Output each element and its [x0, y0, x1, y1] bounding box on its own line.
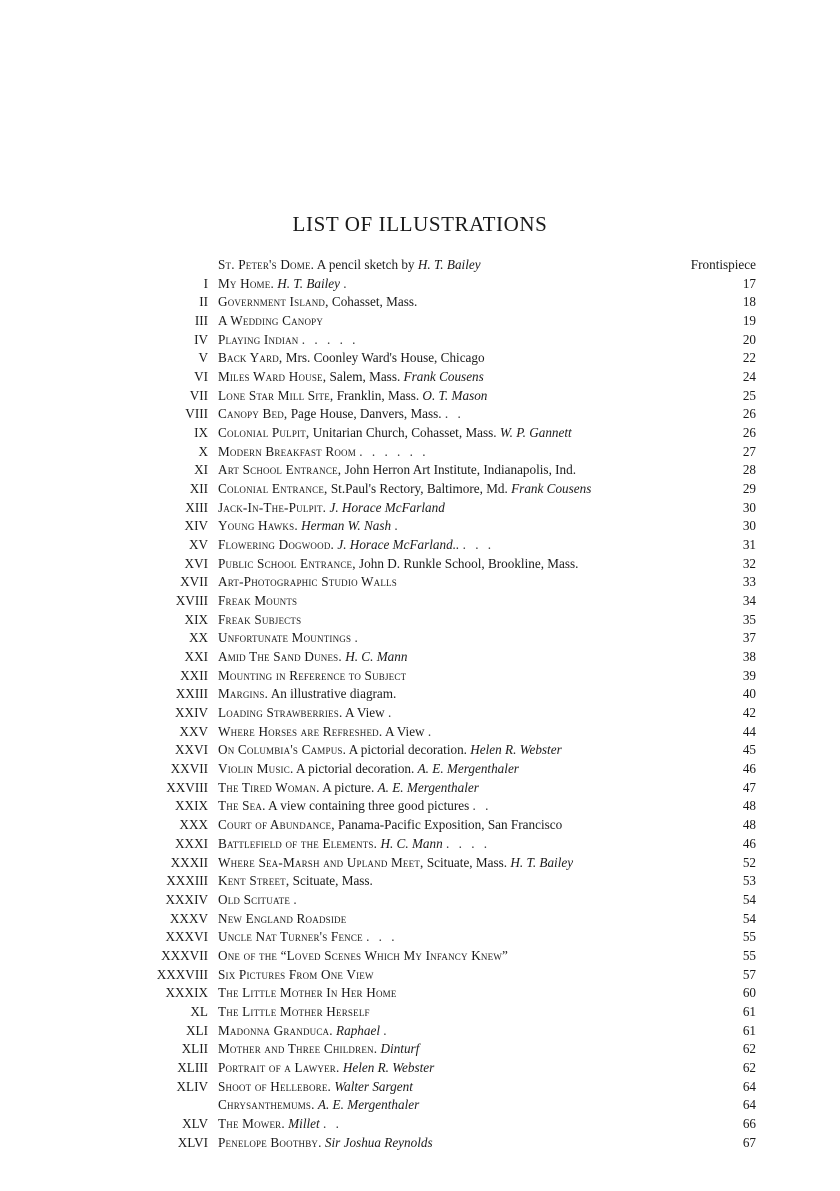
- page-number: 24: [742, 369, 756, 385]
- illustration-description: Franklin, Mass.: [336, 387, 420, 403]
- page-number: 30: [742, 499, 756, 515]
- illustration-entry: [218, 797, 718, 816]
- illustration-entry: [218, 349, 718, 368]
- illustration-author: Raphael: [336, 1022, 380, 1038]
- illustration-author: Herman W. Nash: [301, 518, 392, 534]
- plate-number: IV: [194, 331, 208, 347]
- illustration-title: My Home.: [218, 275, 274, 291]
- illustration-description: An illustrative diagram.: [270, 686, 397, 702]
- illustration-title: Government Island,: [218, 294, 329, 310]
- illustration-entry: [218, 275, 718, 294]
- plate-number: XIII: [185, 499, 208, 515]
- illustration-description: A View: [345, 705, 385, 721]
- illustration-entry: [218, 368, 718, 387]
- list-item: [108, 1022, 756, 1041]
- illustration-entry: [218, 760, 718, 779]
- page-number: 31: [742, 537, 756, 553]
- page-number: 30: [742, 518, 756, 534]
- plate-number: XLIV: [176, 1078, 208, 1094]
- leader-dots: . . . .: [446, 835, 491, 851]
- illustration-description: Panama-Pacific Exposition, San Francisco: [338, 817, 563, 833]
- plate-number: XXXVI: [165, 929, 208, 945]
- illustration-entry: [218, 816, 718, 835]
- page-number: 35: [742, 611, 756, 627]
- illustration-author: A. E. Mergenthaler: [377, 779, 479, 795]
- plate-number: XXII: [180, 667, 208, 683]
- page-number: Frontispiece: [690, 257, 756, 272]
- illustration-title: Colonial Entrance,: [218, 481, 328, 497]
- illustration-title: The Little Mother In Her Home: [218, 985, 397, 1001]
- list-item: [108, 592, 756, 611]
- illustration-entry: [218, 891, 718, 910]
- page-number: 67: [742, 1134, 756, 1150]
- illustration-author: Sir Joshua Reynolds: [324, 1134, 433, 1150]
- page-number: 39: [742, 667, 756, 683]
- illustration-entry: [218, 592, 718, 611]
- page-number: 28: [742, 462, 756, 478]
- illustration-entry: [218, 293, 718, 312]
- illustration-entry: [218, 405, 718, 424]
- plate-number: XXI: [184, 649, 208, 665]
- illustration-entry: [218, 723, 718, 742]
- plate-number: XVI: [184, 555, 208, 571]
- plate-number: X: [198, 443, 208, 459]
- illustration-title: Playing Indian: [218, 331, 299, 347]
- list-item: [108, 480, 756, 499]
- page-number: 54: [742, 891, 756, 907]
- plate-number: XXVII: [170, 761, 208, 777]
- illustration-author: J. Horace McFarland: [329, 499, 445, 515]
- illustration-description: St.Paul's Rectory, Baltimore, Md.: [330, 481, 508, 497]
- illustration-title: Mother and Three Children.: [218, 1041, 378, 1057]
- page-number: 48: [742, 798, 756, 814]
- illustration-title: Miles Ward House,: [218, 369, 327, 385]
- illustrations-list: [108, 256, 756, 1152]
- illustration-description: John D. Runkle School, Brookline, Mass.: [359, 555, 579, 571]
- page-number: 46: [742, 761, 756, 777]
- illustration-description: John Herron Art Institute, Indianapolis, Ind.: [344, 462, 577, 478]
- illustration-title: Public School Entrance,: [218, 555, 356, 571]
- list-item: [108, 723, 756, 742]
- plate-number: XXV: [179, 723, 208, 739]
- illustration-entry: [218, 928, 718, 947]
- plate-number: V: [198, 350, 208, 366]
- illustration-description: A view containing three good pictures: [268, 798, 470, 814]
- list-item: [108, 349, 756, 368]
- illustration-description: A pictorial decoration.: [348, 742, 467, 758]
- list-item: [108, 928, 756, 947]
- illustration-title: Art School Entrance,: [218, 462, 342, 478]
- page-title: LIST OF ILLUSTRATIONS: [292, 212, 548, 236]
- page-number: 26: [742, 406, 756, 422]
- illustration-title: Flowering Dogwood.: [218, 537, 335, 553]
- page-number: 17: [742, 275, 756, 291]
- leader-dots: .: [293, 891, 300, 907]
- illustration-entry: [218, 741, 718, 760]
- list-item: [108, 1134, 756, 1153]
- page-number: 53: [742, 873, 756, 889]
- plate-number: XXXIII: [166, 873, 208, 889]
- illustration-title: Violin Music.: [218, 761, 294, 777]
- illustration-author: A. E. Mergenthaler: [317, 1097, 420, 1113]
- plate-number: XLIII: [177, 1059, 208, 1075]
- illustration-title: The Mower.: [218, 1115, 285, 1131]
- plate-number: XXXIX: [165, 985, 208, 1001]
- illustration-entry: [218, 461, 718, 480]
- plate-number: XIV: [184, 518, 208, 534]
- illustration-entry: [218, 1003, 718, 1022]
- list-item: [108, 1003, 756, 1022]
- list-item: [108, 760, 756, 779]
- list-item: [108, 424, 756, 443]
- illustration-author: J. Horace McFarland..: [337, 537, 460, 553]
- leader-dots: . . .: [462, 537, 495, 553]
- list-item: [108, 256, 756, 275]
- page-number: 45: [742, 742, 756, 758]
- plate-number: XXXVII: [161, 947, 208, 963]
- page-number: 64: [742, 1097, 756, 1113]
- illustration-entry: [218, 555, 718, 574]
- illustration-entry: [218, 312, 718, 331]
- illustration-title: Mounting in Reference to Subject: [218, 667, 407, 683]
- list-item: [108, 947, 756, 966]
- illustration-title: Court of Abundance,: [218, 817, 335, 833]
- illustration-title: Margins.: [218, 686, 269, 702]
- illustration-description: Unitarian Church, Cohasset, Mass.: [312, 425, 497, 441]
- page-number: 46: [742, 835, 756, 851]
- list-item: [108, 611, 756, 630]
- illustration-title: Back Yard,: [218, 350, 283, 366]
- illustration-entry: [218, 387, 718, 406]
- illustration-title: Shoot of Hellebore.: [218, 1078, 332, 1094]
- illustration-entry: [218, 854, 718, 873]
- plate-number: XXVI: [175, 742, 208, 758]
- illustration-author: H. T. Bailey: [277, 275, 340, 291]
- illustration-title: Amid The Sand Dunes.: [218, 649, 342, 665]
- illustration-entry: [218, 499, 718, 518]
- page-number: 22: [742, 350, 756, 366]
- plate-number: II: [199, 294, 208, 310]
- list-item: [108, 816, 756, 835]
- plate-number: XLI: [186, 1022, 208, 1038]
- illustration-description: A picture.: [322, 779, 375, 795]
- illustration-description: Page House, Danvers, Mass.: [290, 406, 442, 422]
- illustration-entry: [218, 517, 718, 536]
- plate-number: XXXI: [175, 835, 208, 851]
- illustration-entry: [218, 629, 718, 648]
- list-item: [108, 312, 756, 331]
- illustration-title: Madonna Granduca.: [218, 1022, 333, 1038]
- illustration-description: Cohasset, Mass.: [331, 294, 418, 310]
- illustration-title: The Sea.: [218, 798, 266, 814]
- page-number: 34: [742, 593, 756, 609]
- illustration-entry: [218, 704, 718, 723]
- illustration-title: Six Pictures From One View: [218, 966, 374, 982]
- illustration-entry: [218, 910, 718, 929]
- illustration-title: Canopy Bed,: [218, 406, 288, 422]
- leader-dots: .: [394, 518, 401, 534]
- list-item: [108, 891, 756, 910]
- illustration-entry: [218, 1078, 718, 1097]
- page-number: 42: [742, 705, 756, 721]
- illustration-entry: [218, 872, 718, 891]
- leader-dots: .: [383, 1022, 390, 1038]
- illustration-author: Frank Cousens: [511, 481, 592, 497]
- page-number: 27: [742, 443, 756, 459]
- illustration-entry: [218, 1115, 718, 1134]
- illustration-title: One of the “Loved Scenes Which My Infancy Knew”: [218, 947, 509, 963]
- leader-dots: . . . . . .: [359, 443, 429, 459]
- page-number: 44: [742, 723, 756, 739]
- illustration-entry: [218, 611, 718, 630]
- illustration-entry: [218, 573, 718, 592]
- illustration-author: Millet: [288, 1115, 320, 1131]
- list-item: [108, 275, 756, 294]
- plate-number: XVII: [180, 574, 208, 590]
- list-item: [108, 368, 756, 387]
- page-number: 29: [742, 481, 756, 497]
- page-number: 61: [742, 1022, 756, 1038]
- plate-number: XIX: [184, 611, 208, 627]
- illustration-description: A View: [384, 723, 425, 739]
- illustration-title: Portrait of a Lawyer.: [218, 1059, 340, 1075]
- plate-number: VIII: [185, 406, 208, 422]
- illustration-title: Penelope Boothby.: [218, 1134, 322, 1150]
- plate-number: XXIII: [175, 686, 208, 702]
- page-number: 40: [742, 686, 756, 702]
- list-item: [108, 648, 756, 667]
- list-item: [108, 854, 756, 873]
- illustration-entry: [218, 1134, 718, 1153]
- illustration-author: O. T. Mason: [422, 387, 488, 403]
- page-number: 19: [742, 313, 756, 329]
- plate-number: VI: [194, 369, 208, 385]
- list-item: [108, 555, 756, 574]
- illustration-entry: [218, 685, 718, 704]
- plate-number: XLVI: [177, 1134, 208, 1150]
- page-number: 60: [742, 985, 756, 1001]
- illustration-title: Unfortunate Mountings: [218, 630, 352, 646]
- page-number: 33: [742, 574, 756, 590]
- leader-dots: . . .: [366, 929, 398, 945]
- plate-number: XXXIV: [165, 891, 208, 907]
- page-number: 55: [742, 947, 756, 963]
- plate-number: XX: [188, 630, 208, 646]
- illustration-title: New England Roadside: [218, 910, 347, 926]
- page-number: 62: [742, 1059, 756, 1075]
- illustration-title: St. Peter's Dome.: [218, 257, 315, 272]
- leader-dots: . . . . .: [301, 331, 359, 347]
- list-item: [108, 1059, 756, 1078]
- list-item: [108, 984, 756, 1003]
- illustration-description: Mrs. Coonley Ward's House, Chicago: [285, 350, 485, 366]
- plate-number: I: [203, 275, 208, 291]
- illustration-description: Scituate, Mass.: [426, 854, 508, 870]
- list-item: [108, 331, 756, 350]
- list-item: [108, 704, 756, 723]
- list-item: [108, 835, 756, 854]
- illustration-author: Frank Cousens: [403, 369, 484, 385]
- page-number: 32: [742, 555, 756, 571]
- illustration-entry: [218, 966, 718, 985]
- illustration-title: Chrysanthemums.: [218, 1097, 315, 1113]
- plate-number: XI: [194, 462, 208, 478]
- illustration-entry: [218, 1040, 718, 1059]
- illustration-entry: [218, 256, 718, 275]
- illustration-title: On Columbia's Campus.: [218, 742, 347, 758]
- plate-number: XXX: [179, 817, 208, 833]
- illustration-entry: [218, 947, 718, 966]
- illustration-description: A pictorial decoration.: [296, 761, 415, 777]
- plate-number: III: [194, 313, 208, 329]
- illustration-title: Young Hawks.: [218, 518, 298, 534]
- plate-number: VII: [189, 387, 208, 403]
- illustration-title: A Wedding Canopy: [218, 313, 324, 329]
- illustration-author: Helen R. Webster: [342, 1059, 435, 1075]
- illustration-title: Art-Photographic Studio Walls: [218, 574, 397, 590]
- page-number: 62: [742, 1041, 756, 1057]
- list-item: [108, 741, 756, 760]
- illustration-title: Where Horses are Refreshed.: [218, 723, 383, 739]
- illustration-title: Lone Star Mill Site,: [218, 387, 334, 403]
- illustration-author: Dinturf: [380, 1041, 420, 1057]
- illustration-author: A. E. Mergenthaler: [417, 761, 519, 777]
- plate-number: XL: [190, 1003, 208, 1019]
- page-number: 37: [742, 630, 756, 646]
- illustration-description: A pencil sketch by: [316, 257, 415, 272]
- illustration-author: Helen R. Webster: [470, 742, 562, 758]
- plate-number: XXIV: [175, 705, 208, 721]
- list-item: [108, 536, 756, 555]
- illustration-title: Battlefield of the Elements.: [218, 835, 378, 851]
- leader-dots: . .: [472, 798, 492, 814]
- page-number: 61: [742, 1003, 756, 1019]
- list-item: [108, 293, 756, 312]
- illustration-title: Freak Subjects: [218, 611, 302, 627]
- illustration-title: Modern Breakfast Room: [218, 443, 356, 459]
- illustration-author: Walter Sargent: [334, 1078, 413, 1094]
- plate-number: XXXII: [170, 854, 208, 870]
- illustration-entry: [218, 835, 718, 854]
- list-item: [108, 872, 756, 891]
- plate-number: XXXV: [169, 910, 208, 926]
- list-item: [108, 1040, 756, 1059]
- plate-number: XLV: [182, 1115, 208, 1131]
- illustration-entry: [218, 667, 718, 686]
- plate-number: XLII: [181, 1041, 208, 1057]
- page-number: 26: [742, 425, 756, 441]
- illustration-author: H. C. Mann: [345, 649, 408, 665]
- plate-number: XXIX: [175, 798, 208, 814]
- illustration-entry: [218, 779, 718, 798]
- page-number: 18: [742, 294, 756, 310]
- illustration-entry: [218, 536, 718, 555]
- leader-dots: .: [387, 705, 395, 721]
- leader-dots: .: [427, 723, 435, 739]
- leader-dots: .: [354, 630, 361, 646]
- illustration-description: Scituate, Mass.: [292, 873, 373, 889]
- illustration-title: Uncle Nat Turner's Fence: [218, 929, 363, 945]
- plate-number: XV: [188, 537, 208, 553]
- illustration-title: The Little Mother Herself: [218, 1003, 370, 1019]
- illustration-author: H. T. Bailey: [510, 854, 574, 870]
- illustration-title: The Tired Woman.: [218, 779, 320, 795]
- illustration-title: Colonial Pulpit,: [218, 425, 310, 441]
- illustration-entry: [218, 984, 718, 1003]
- list-item: [108, 443, 756, 462]
- illustration-title: Freak Mounts: [218, 593, 298, 609]
- illustration-title: Loading Strawberries.: [218, 705, 343, 721]
- page-number: 38: [742, 649, 756, 665]
- illustration-author: H. T. Bailey: [417, 257, 481, 272]
- list-item: [108, 1078, 756, 1097]
- illustration-title: Old Scituate: [218, 891, 291, 907]
- leader-dots: .: [343, 275, 350, 291]
- page-number: 52: [742, 854, 756, 870]
- illustration-entry: [218, 1022, 718, 1041]
- list-item: [108, 685, 756, 704]
- illustration-title: Jack-In-The-Pulpit.: [218, 499, 327, 515]
- page-number: 20: [742, 331, 756, 347]
- list-item: [108, 797, 756, 816]
- leader-dots: . .: [444, 406, 464, 422]
- plate-number: XXXVIII: [156, 966, 208, 982]
- list-item: [108, 779, 756, 798]
- illustration-entry: [218, 443, 718, 462]
- page-number: 55: [742, 929, 756, 945]
- page-number: 66: [742, 1115, 756, 1131]
- illustration-entry: [218, 1096, 718, 1115]
- list-item: [108, 910, 756, 929]
- illustration-entry: [218, 1059, 718, 1078]
- plate-number: XVIII: [175, 593, 208, 609]
- page-number: 57: [742, 966, 756, 982]
- illustration-description: Salem, Mass.: [329, 369, 401, 385]
- list-item: [108, 966, 756, 985]
- page-number: 25: [742, 387, 756, 403]
- page-number: 54: [742, 910, 756, 926]
- leader-dots: . .: [322, 1115, 342, 1131]
- list-item: [108, 1115, 756, 1134]
- illustration-entry: [218, 331, 718, 350]
- illustration-author: H. C. Mann: [380, 835, 443, 851]
- list-item: [108, 1096, 756, 1115]
- illustration-entry: [218, 424, 718, 443]
- plate-number: XXVIII: [166, 779, 208, 795]
- page-number: 64: [742, 1078, 756, 1094]
- plate-number: IX: [194, 425, 208, 441]
- list-item: [108, 387, 756, 406]
- list-item: [108, 667, 756, 686]
- illustration-entry: [218, 480, 718, 499]
- page-number: 48: [742, 817, 756, 833]
- illustration-entry: [218, 648, 718, 667]
- illustration-title: Kent Street,: [218, 873, 290, 889]
- list-item: [108, 629, 756, 648]
- page-number: 47: [742, 779, 756, 795]
- illustration-title: Where Sea-Marsh and Upland Meet,: [218, 854, 424, 870]
- list-item: [108, 517, 756, 536]
- list-item: [108, 499, 756, 518]
- list-item: [108, 573, 756, 592]
- list-item: [108, 405, 756, 424]
- plate-number: XII: [189, 481, 208, 497]
- illustration-author: W. P. Gannett: [499, 425, 572, 441]
- list-item: [108, 461, 756, 480]
